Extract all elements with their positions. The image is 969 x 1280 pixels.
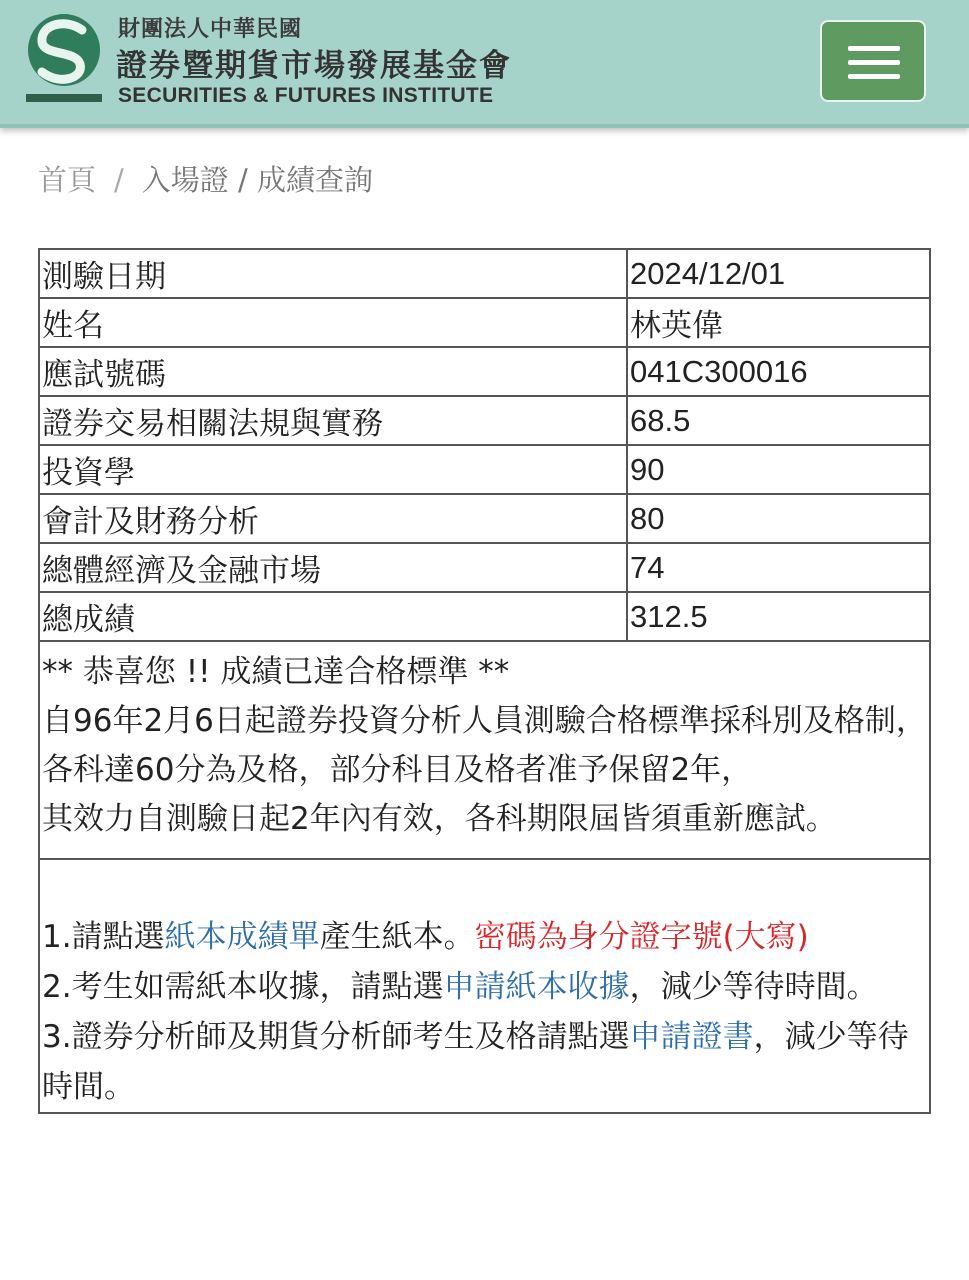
note-2	[42, 962, 927, 1012]
row-label-macroeconomics: 總體經濟及金融市場	[39, 543, 627, 592]
hamburger-menu-icon	[848, 46, 900, 51]
sfi-logo-icon[interactable]	[22, 10, 106, 106]
site-header	[0, 0, 969, 128]
row-value-exam-date: 2024/12/01	[627, 249, 930, 298]
table-row	[39, 494, 930, 543]
paper-score-sheet-link[interactable]: 紙本成績單	[164, 919, 320, 955]
org-name-english: SECURITIES & FUTURES INSTITUTE	[118, 84, 494, 107]
apply-paper-receipt-link[interactable]: 申請紙本收據	[443, 969, 630, 1005]
note-1	[42, 912, 927, 962]
row-label-name: 姓名	[39, 298, 627, 347]
congrats-text: ** 恭喜您 !! 成績已達合格標準 **	[42, 654, 510, 690]
breadcrumb	[38, 158, 373, 199]
row-label-accounting: 會計及財務分析	[39, 494, 627, 543]
note-1-middle: 產生紙本。	[319, 919, 475, 955]
row-value-investments: 90	[627, 445, 930, 494]
row-label-exam-date: 測驗日期	[39, 249, 627, 298]
note-3-prefix: 3.證券分析師及期貨分析師考生及格請點選	[42, 1019, 630, 1055]
org-name-line2: 證券暨期貨市場發展基金會	[116, 48, 512, 84]
note-3	[42, 1012, 927, 1112]
note-3-suffix: ，減少等待時間。	[42, 1019, 909, 1105]
hamburger-menu-icon	[848, 60, 900, 65]
result-message	[39, 641, 930, 859]
rule-text-2: 各科達60分為及格，部分科目及格者准予保留2年，	[42, 752, 753, 788]
table-row	[39, 445, 930, 494]
breadcrumb-current: 入場證 / 成績查詢	[141, 163, 374, 197]
table-row	[39, 347, 930, 396]
table-row	[39, 641, 930, 859]
table-row	[39, 396, 930, 445]
table-row	[39, 543, 930, 592]
row-value-securities-law: 68.5	[627, 396, 930, 445]
table-row	[39, 592, 930, 641]
table-row	[39, 298, 930, 347]
table-row	[39, 249, 930, 298]
breadcrumb-separator: /	[114, 163, 124, 197]
note-2-suffix: ，減少等待時間。	[629, 969, 878, 1005]
row-label-securities-law: 證券交易相關法規與實務	[39, 396, 627, 445]
note-1-prefix: 1.請點選	[42, 919, 165, 955]
table-row	[39, 859, 930, 1113]
hamburger-menu-button[interactable]	[820, 20, 926, 102]
hamburger-menu-icon	[848, 74, 900, 79]
password-warning: 密碼為身分證字號(大寫)	[474, 919, 809, 955]
row-value-name: 林英偉	[627, 298, 930, 347]
row-value-total: 312.5	[627, 592, 930, 641]
row-label-exam-number: 應試號碼	[39, 347, 627, 396]
rule-text-3: 其效力自測驗日起2年內有效，各科期限屆皆須重新應試。	[42, 801, 837, 837]
notes-cell	[39, 859, 930, 1113]
note-2-prefix: 2.考生如需紙本收據，請點選	[42, 969, 444, 1005]
breadcrumb-home-link[interactable]: 首頁	[38, 163, 97, 197]
row-label-investments: 投資學	[39, 445, 627, 494]
row-value-exam-number: 041C300016	[627, 347, 930, 396]
rule-text-1: 自96年2月6日起證券投資分析人員測驗合格標準採科別及格制，	[42, 703, 927, 739]
row-value-macroeconomics: 74	[627, 543, 930, 592]
row-value-accounting: 80	[627, 494, 930, 543]
row-label-total: 總成績	[39, 592, 627, 641]
org-name-line1: 財團法人中華民國	[118, 17, 303, 42]
score-table	[38, 248, 931, 1114]
apply-certificate-link[interactable]: 申請證書	[629, 1019, 754, 1055]
